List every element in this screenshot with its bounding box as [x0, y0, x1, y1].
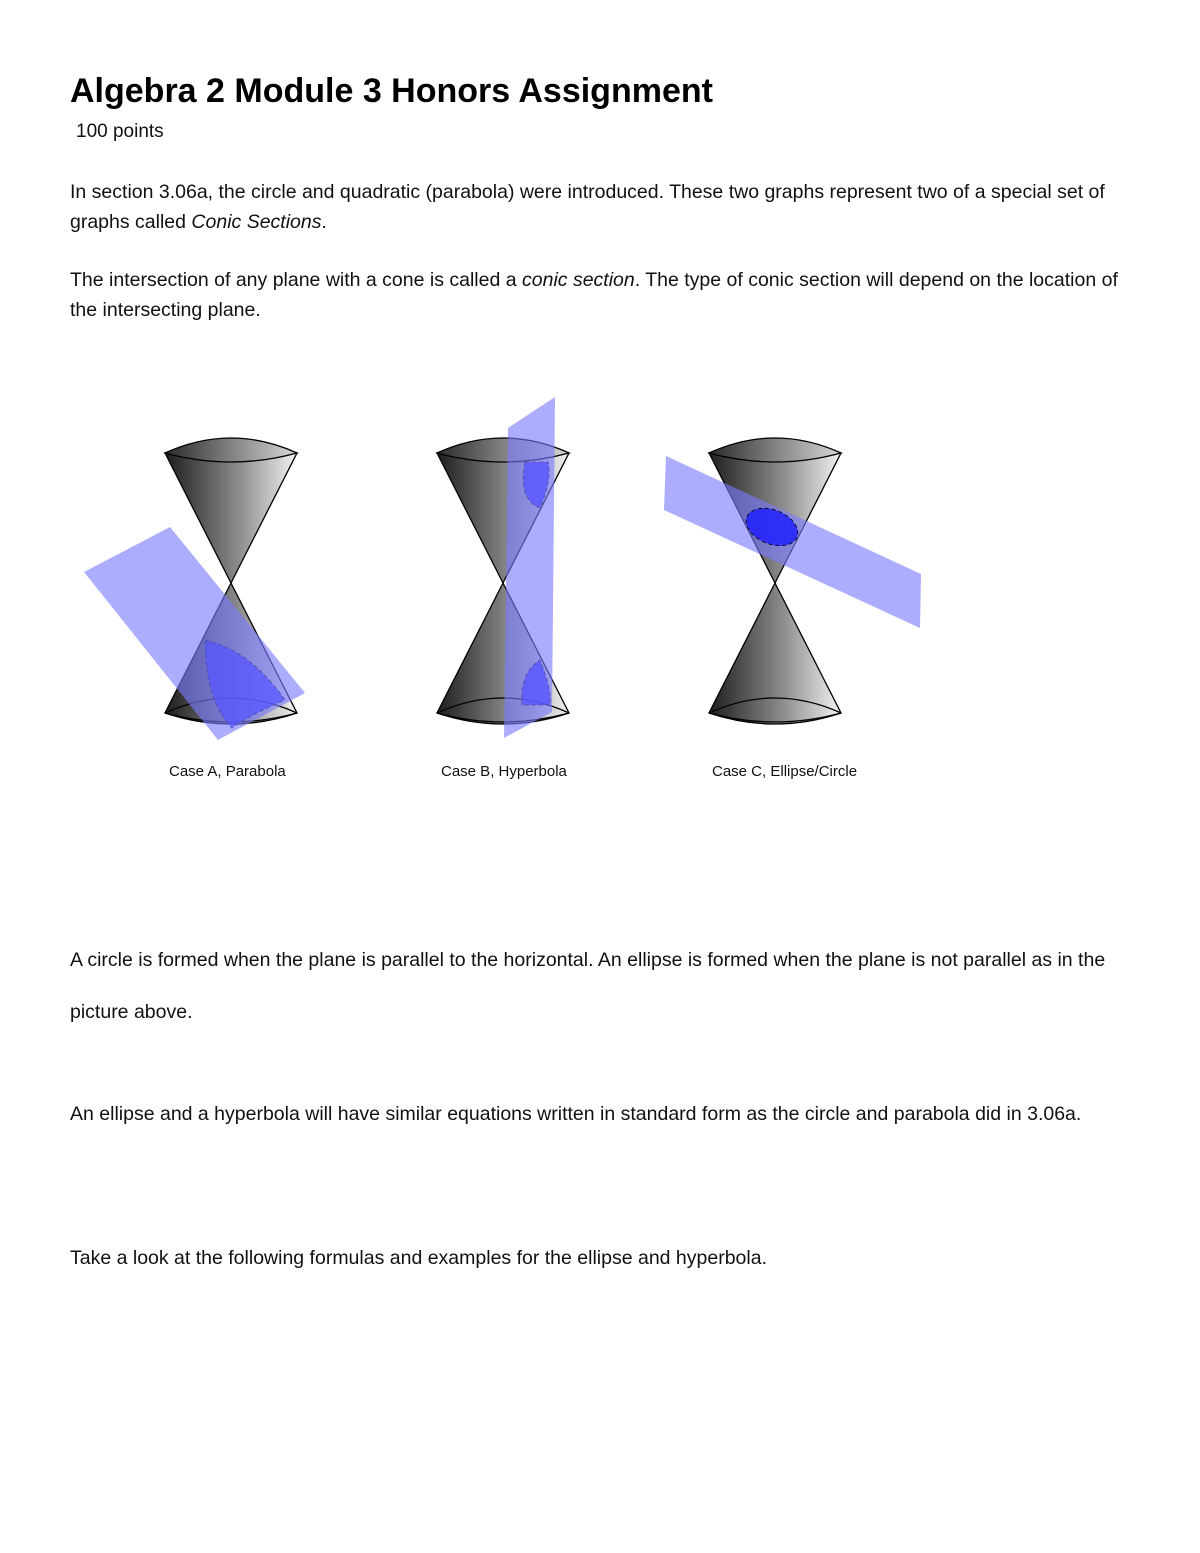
standard-form-paragraph: An ellipse and a hyperbola will have similar equations written in standard form as the circle and parabola did in 3.06a. — [70, 1103, 1082, 1125]
caption-case-a: Case A, Parabola — [169, 763, 286, 780]
definition-term-conic-section: conic section — [522, 269, 635, 291]
intro-term-conic-sections: Conic Sections — [191, 211, 322, 233]
caption-case-c: Case C, Ellipse/Circle — [712, 763, 858, 780]
definition-paragraph — [70, 265, 1130, 325]
case-a-diagram — [84, 438, 305, 740]
conic-sections-figure — [70, 390, 970, 790]
circle-ellipse-paragraph: A circle is formed when the plane is parallel to the horizontal. An ellipse is formed when the plane is not parallel as in the picture above. — [70, 949, 1106, 1023]
formulas-intro-paragraph: Take a look at the following formulas and examples for the ellipse and hyperbola. — [70, 1247, 767, 1269]
case-b-diagram — [437, 397, 569, 738]
definition-text-start: The intersection of any plane with a cone is called a — [70, 269, 523, 291]
intro-text-start: In section 3.06a, the circle and quadratic (parabola) were introduced. These two graphs represent two of a special set of graphs called — [70, 181, 1105, 233]
case-a-cutting-plane — [84, 527, 305, 740]
definition-text-end: . The type of conic section will depend on the location of the intersecting plane. — [70, 269, 1118, 321]
case-b-cutting-plane — [504, 397, 555, 738]
case-c-diagram — [664, 438, 921, 724]
document-title: Algebra 2 Module 3 Honors Assignment — [70, 72, 713, 110]
intro-text-end: . — [321, 211, 327, 233]
caption-case-b: Case B, Hyperbola — [441, 763, 567, 780]
points-value: 100 points — [76, 121, 164, 142]
intro-paragraph — [70, 177, 1130, 237]
